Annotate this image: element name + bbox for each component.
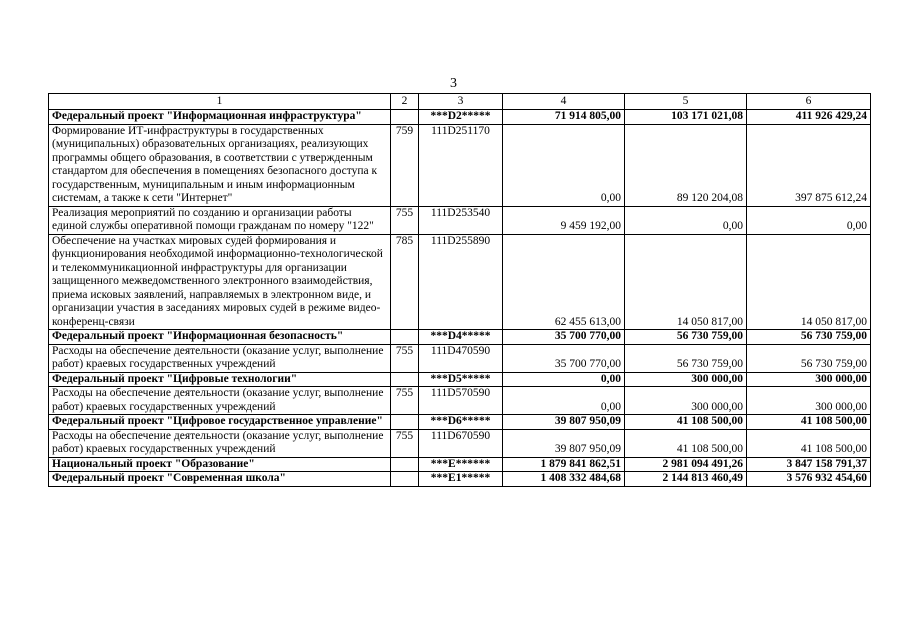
table-row bbox=[49, 387, 871, 415]
column-header-1: 1 bbox=[49, 94, 391, 110]
row-department-code bbox=[391, 330, 419, 345]
row-value-col4: 0,00 bbox=[503, 372, 625, 387]
row-value-col5: 56 730 759,00 bbox=[625, 344, 747, 372]
table-row bbox=[49, 429, 871, 457]
row-value-col6: 56 730 759,00 bbox=[747, 330, 871, 345]
row-value-col4: 1 408 332 484,68 bbox=[503, 472, 625, 487]
row-target-code: ***E****** bbox=[419, 457, 503, 472]
row-target-code: 111D255890 bbox=[419, 234, 503, 330]
column-header-5: 5 bbox=[625, 94, 747, 110]
table-row bbox=[49, 415, 871, 430]
page-number: 3 bbox=[450, 76, 457, 91]
table-row bbox=[49, 457, 871, 472]
row-department-code bbox=[391, 415, 419, 430]
row-target-code: ***D4***** bbox=[419, 330, 503, 345]
row-value-col5: 41 108 500,00 bbox=[625, 415, 747, 430]
table-row bbox=[49, 344, 871, 372]
row-value-col6: 397 875 612,24 bbox=[747, 124, 871, 206]
table-row bbox=[49, 234, 871, 330]
row-name: Расходы на обеспечение деятельности (оказание услуг, выполнение работ) краевых государственных учреждений bbox=[49, 429, 391, 457]
row-value-col5: 2 144 813 460,49 bbox=[625, 472, 747, 487]
row-value-col5: 300 000,00 bbox=[625, 372, 747, 387]
row-value-col6: 3 847 158 791,37 bbox=[747, 457, 871, 472]
row-value-col5: 89 120 204,08 bbox=[625, 124, 747, 206]
row-name: Расходы на обеспечение деятельности (оказание услуг, выполнение работ) краевых государственных учреждений bbox=[49, 344, 391, 372]
row-value-col4: 0,00 bbox=[503, 387, 625, 415]
row-value-col4: 9 459 192,00 bbox=[503, 206, 625, 234]
row-name: Федеральный проект "Информационная безопасность" bbox=[49, 330, 391, 345]
row-value-col6: 41 108 500,00 bbox=[747, 415, 871, 430]
row-name: Федеральный проект "Информационная инфраструктура" bbox=[49, 110, 391, 125]
row-value-col4: 1 879 841 862,51 bbox=[503, 457, 625, 472]
row-target-code: ***D2***** bbox=[419, 110, 503, 125]
table-row bbox=[49, 124, 871, 206]
row-target-code: 111D670590 bbox=[419, 429, 503, 457]
row-name: Национальный проект "Образование" bbox=[49, 457, 391, 472]
row-value-col6: 0,00 bbox=[747, 206, 871, 234]
row-department-code bbox=[391, 110, 419, 125]
row-value-col5: 103 171 021,08 bbox=[625, 110, 747, 125]
row-value-col4: 35 700 770,00 bbox=[503, 344, 625, 372]
row-value-col4: 39 807 950,09 bbox=[503, 415, 625, 430]
row-name: Федеральный проект "Современная школа" bbox=[49, 472, 391, 487]
table-row bbox=[49, 330, 871, 345]
row-value-col6: 14 050 817,00 bbox=[747, 234, 871, 330]
row-target-code: 111D251170 bbox=[419, 124, 503, 206]
row-value-col5: 2 981 094 491,26 bbox=[625, 457, 747, 472]
row-value-col5: 56 730 759,00 bbox=[625, 330, 747, 345]
row-name: Формирование ИТ-инфраструктуры в государственных (муниципальных) образовательных организациях, реализующих программы общего образования, в соответствии с утвержденным стандартом для обеспечения в помещениях безопасного доступа к государственным, муниципальным и иным информационным системам, а также к сети "Интернет" bbox=[49, 124, 391, 206]
row-target-code: 111D253540 bbox=[419, 206, 503, 234]
row-value-col4: 71 914 805,00 bbox=[503, 110, 625, 125]
row-name: Реализация мероприятий по созданию и организации работы единой службы оперативной помощи гражданам по номеру "122" bbox=[49, 206, 391, 234]
row-department-code: 785 bbox=[391, 234, 419, 330]
row-name: Обеспечение на участках мировых судей формирования и функционирования необходимой информационно-технологической и телекоммуникационной инфраструктуры для организации защищенного межведомственного электронного взаимодействия, приема исковых заявлений, направляемых в электронном виде, и организации участия в заседаниях мировых судей в режиме видео-конференц-связи bbox=[49, 234, 391, 330]
row-value-col5: 300 000,00 bbox=[625, 387, 747, 415]
column-header-6: 6 bbox=[747, 94, 871, 110]
row-value-col4: 0,00 bbox=[503, 124, 625, 206]
row-value-col6: 411 926 429,24 bbox=[747, 110, 871, 125]
row-name: Расходы на обеспечение деятельности (оказание услуг, выполнение работ) краевых государственных учреждений bbox=[49, 387, 391, 415]
table-row bbox=[49, 472, 871, 487]
row-value-col4: 35 700 770,00 bbox=[503, 330, 625, 345]
row-value-col6: 300 000,00 bbox=[747, 387, 871, 415]
row-target-code: 111D470590 bbox=[419, 344, 503, 372]
budget-table bbox=[48, 93, 871, 487]
row-department-code: 755 bbox=[391, 429, 419, 457]
column-header-3: 3 bbox=[419, 94, 503, 110]
row-target-code: ***D5***** bbox=[419, 372, 503, 387]
row-target-code: 111D570590 bbox=[419, 387, 503, 415]
row-department-code bbox=[391, 472, 419, 487]
row-value-col6: 3 576 932 454,60 bbox=[747, 472, 871, 487]
row-department-code bbox=[391, 457, 419, 472]
row-department-code: 755 bbox=[391, 387, 419, 415]
table-row bbox=[49, 110, 871, 125]
row-department-code: 759 bbox=[391, 124, 419, 206]
column-header-2: 2 bbox=[391, 94, 419, 110]
column-header-row bbox=[49, 94, 871, 110]
row-name: Федеральный проект "Цифровое государственное управление" bbox=[49, 415, 391, 430]
row-name: Федеральный проект "Цифровые технологии" bbox=[49, 372, 391, 387]
table-row bbox=[49, 206, 871, 234]
column-header-4: 4 bbox=[503, 94, 625, 110]
row-department-code: 755 bbox=[391, 344, 419, 372]
row-target-code: ***D6***** bbox=[419, 415, 503, 430]
row-value-col4: 62 455 613,00 bbox=[503, 234, 625, 330]
row-value-col4: 39 807 950,09 bbox=[503, 429, 625, 457]
row-value-col5: 41 108 500,00 bbox=[625, 429, 747, 457]
row-target-code: ***E1***** bbox=[419, 472, 503, 487]
row-value-col5: 0,00 bbox=[625, 206, 747, 234]
row-value-col5: 14 050 817,00 bbox=[625, 234, 747, 330]
row-value-col6: 41 108 500,00 bbox=[747, 429, 871, 457]
row-department-code bbox=[391, 372, 419, 387]
row-department-code: 755 bbox=[391, 206, 419, 234]
table-row bbox=[49, 372, 871, 387]
row-value-col6: 56 730 759,00 bbox=[747, 344, 871, 372]
row-value-col6: 300 000,00 bbox=[747, 372, 871, 387]
